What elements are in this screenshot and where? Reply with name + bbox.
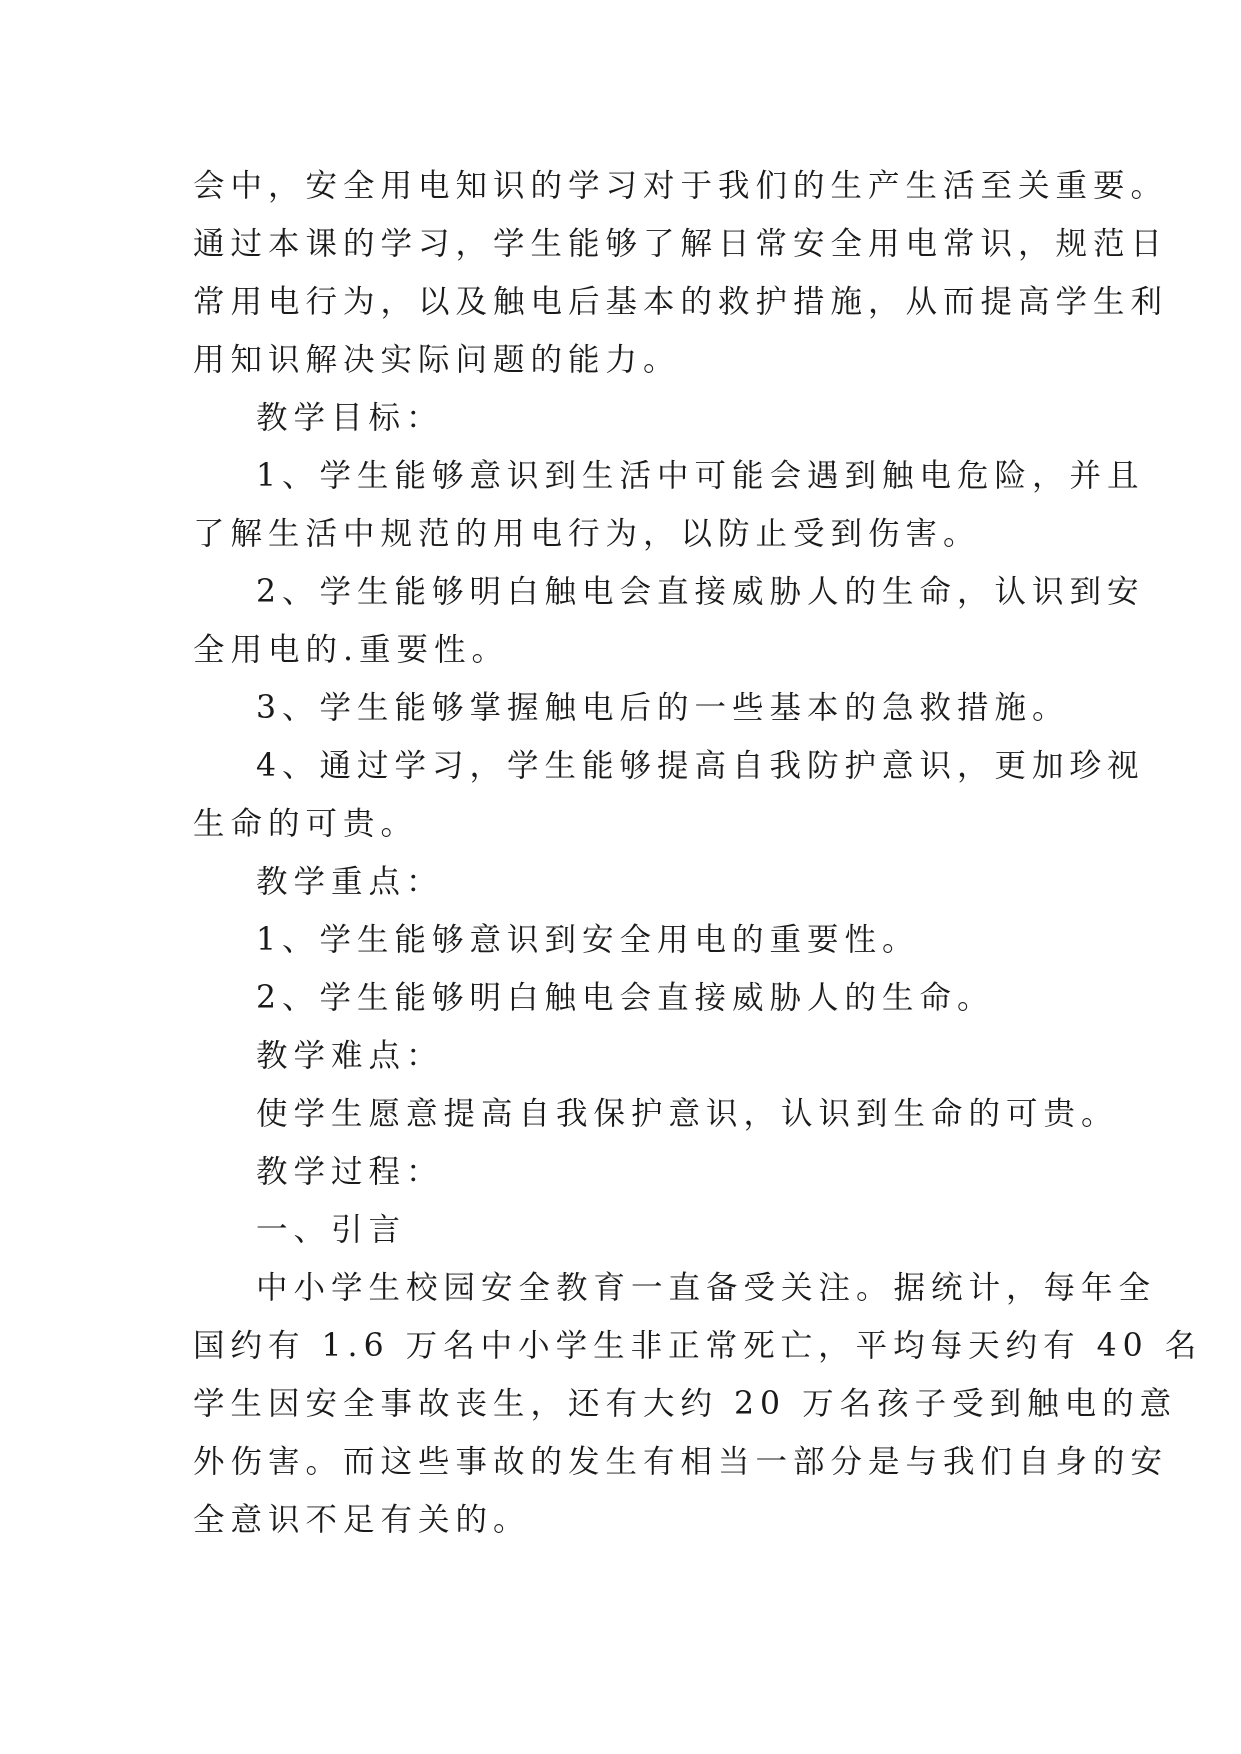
text-line: 1、学生能够意识到生活中可能会遇到触电危险，并且	[256, 458, 1145, 494]
text-line: 学生因安全事故丧生，还有大约 20 万名孩子受到触电的意	[193, 1386, 1178, 1422]
text-line: 了解生活中规范的用电行为，以防止受到伤害。	[193, 516, 981, 552]
text-line: 生命的可贵。	[193, 806, 419, 842]
section-heading: 教学难点：	[256, 1038, 444, 1074]
section-heading: 教学重点：	[256, 864, 444, 900]
text-line: 全意识不足有关的。	[193, 1502, 531, 1538]
text-line: 中小学生校园安全教育一直备受关注。据统计，每年全	[256, 1270, 1157, 1306]
section-heading: 一、引言	[256, 1212, 407, 1248]
text-line: 4、通过学习，学生能够提高自我防护意识，更加珍视	[256, 748, 1145, 784]
text-line: 2、学生能够明白触电会直接威胁人的生命。	[256, 980, 995, 1016]
text-line: 3、学生能够掌握触电后的一些基本的急救措施。	[256, 690, 1070, 726]
text-line: 会中，安全用电知识的学习对于我们的生产生活至关重要。	[193, 168, 1169, 204]
text-line: 常用电行为，以及触电后基本的救护措施，从而提高学生利	[193, 284, 1169, 320]
text-line: 使学生愿意提高自我保护意识，认识到生命的可贵。	[256, 1096, 1119, 1132]
text-line: 国约有 1.6 万名中小学生非正常死亡，平均每天约有 40 名	[193, 1328, 1203, 1364]
text-line: 通过本课的学习，学生能够了解日常安全用电常识，规范日	[193, 226, 1169, 262]
section-heading: 教学过程：	[256, 1154, 444, 1190]
text-line: 1、学生能够意识到安全用电的重要性。	[256, 922, 920, 958]
text-line: 用知识解决实际问题的能力。	[193, 342, 681, 378]
section-heading: 教学目标：	[256, 400, 444, 436]
text-line: 2、学生能够明白触电会直接威胁人的生命，认识到安	[256, 574, 1145, 610]
text-line: 外伤害。而这些事故的发生有相当一部分是与我们自身的安	[193, 1444, 1169, 1480]
text-line: 全用电的.重要性。	[193, 632, 510, 668]
